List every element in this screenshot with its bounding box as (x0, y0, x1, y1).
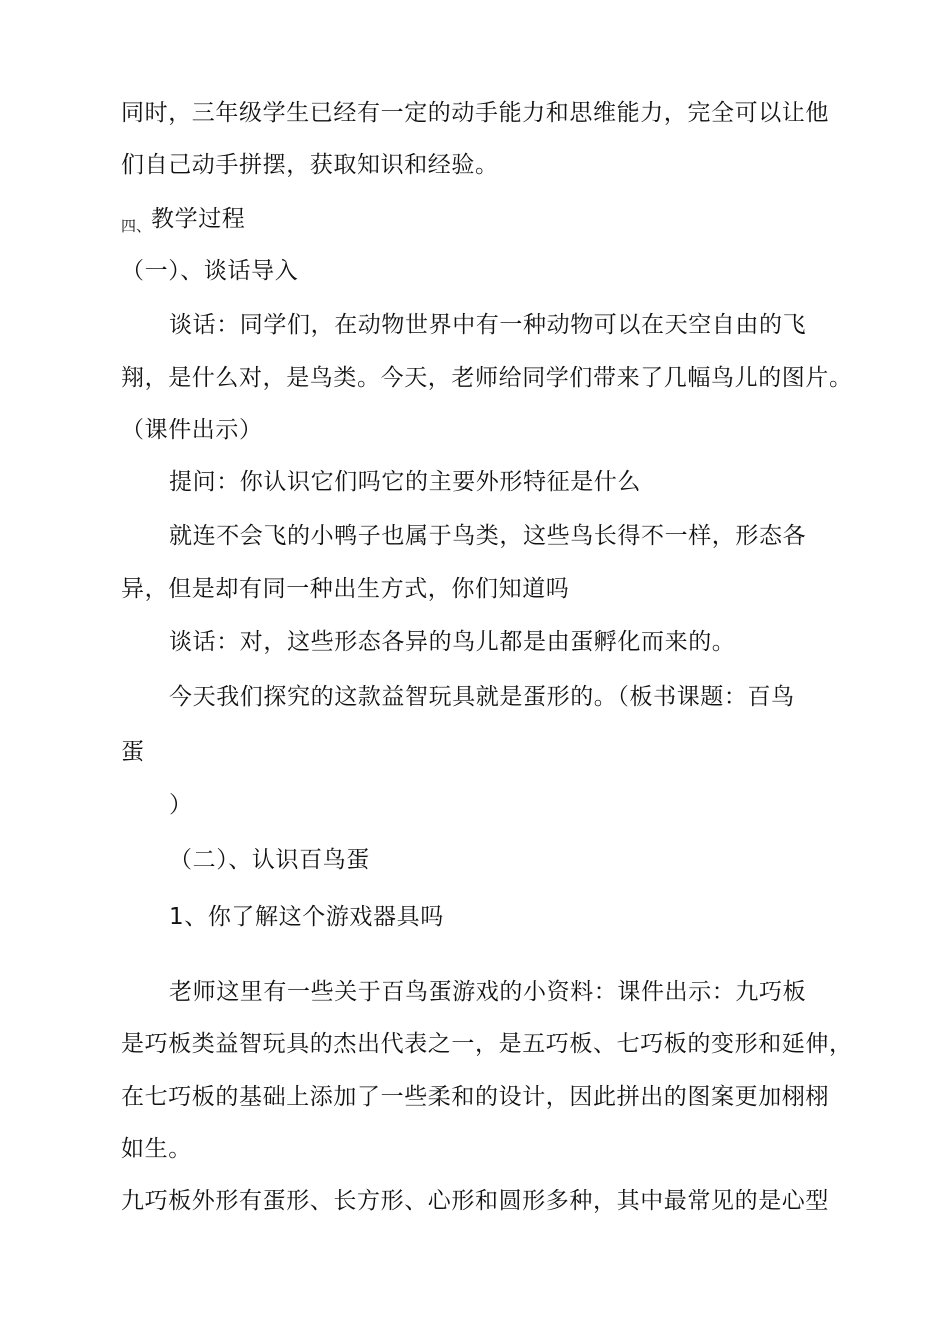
numbered-question: 1、你了解这个游戏器具吗 (169, 904, 444, 930)
text-line-2: 们自己动手拼摆，获取知识和经验。 (121, 152, 499, 178)
section-heading: 教学过程 (151, 206, 246, 232)
text-line-6: 提问：你认识它们吗它的主要外形特征是什么 (169, 469, 641, 495)
text-line-4: 翔，是什么对，是鸟类。今天，老师给同学们带来了几幅鸟儿的图片。 (121, 365, 853, 391)
text-line-8: 异，但是却有同一种出生方式，你们知道吗 (121, 576, 570, 602)
text-line-13: 老师这里有一些关于百鸟蛋游戏的小资料：课件出示：九巧板 (169, 979, 807, 1005)
text-line-14: 是巧板类益智玩具的杰出代表之一，是五巧板、七巧板的变形和延伸， (121, 1031, 853, 1057)
text-line-7: 就连不会飞的小鸭子也属于鸟类，这些鸟长得不一样，形态各 (169, 523, 807, 549)
text-line-11: 蛋 (121, 739, 145, 765)
text-line-1: 同时，三年级学生已经有一定的动手能力和思维能力，完全可以让他 (121, 100, 829, 126)
text-line-3: 谈话：同学们，在动物世界中有一种动物可以在天空自由的飞 (169, 312, 807, 338)
text-line-10: 今天我们探究的这款益智玩具就是蛋形的。（板书课题：百鸟 (169, 684, 795, 710)
text-line-9: 谈话：对，这些形态各异的鸟儿都是由蛋孵化而来的。 (169, 629, 736, 655)
text-line-15: 在七巧板的基础上添加了一些柔和的设计，因此拼出的图案更加栩栩 (121, 1084, 829, 1110)
text-line-5: （课件出示） (121, 417, 263, 443)
section-number: 四、 (121, 217, 152, 235)
text-line-16: 如生。 (121, 1136, 192, 1162)
subsection-heading-2: （二）、认识百鸟蛋 (169, 847, 370, 873)
text-line-17: 九巧板外形有蛋形、长方形、心形和圆形多种，其中最常见的是心型 (121, 1188, 829, 1214)
text-line-12: ） (169, 792, 193, 818)
subsection-heading-1: （一）、谈话导入 (121, 258, 299, 284)
